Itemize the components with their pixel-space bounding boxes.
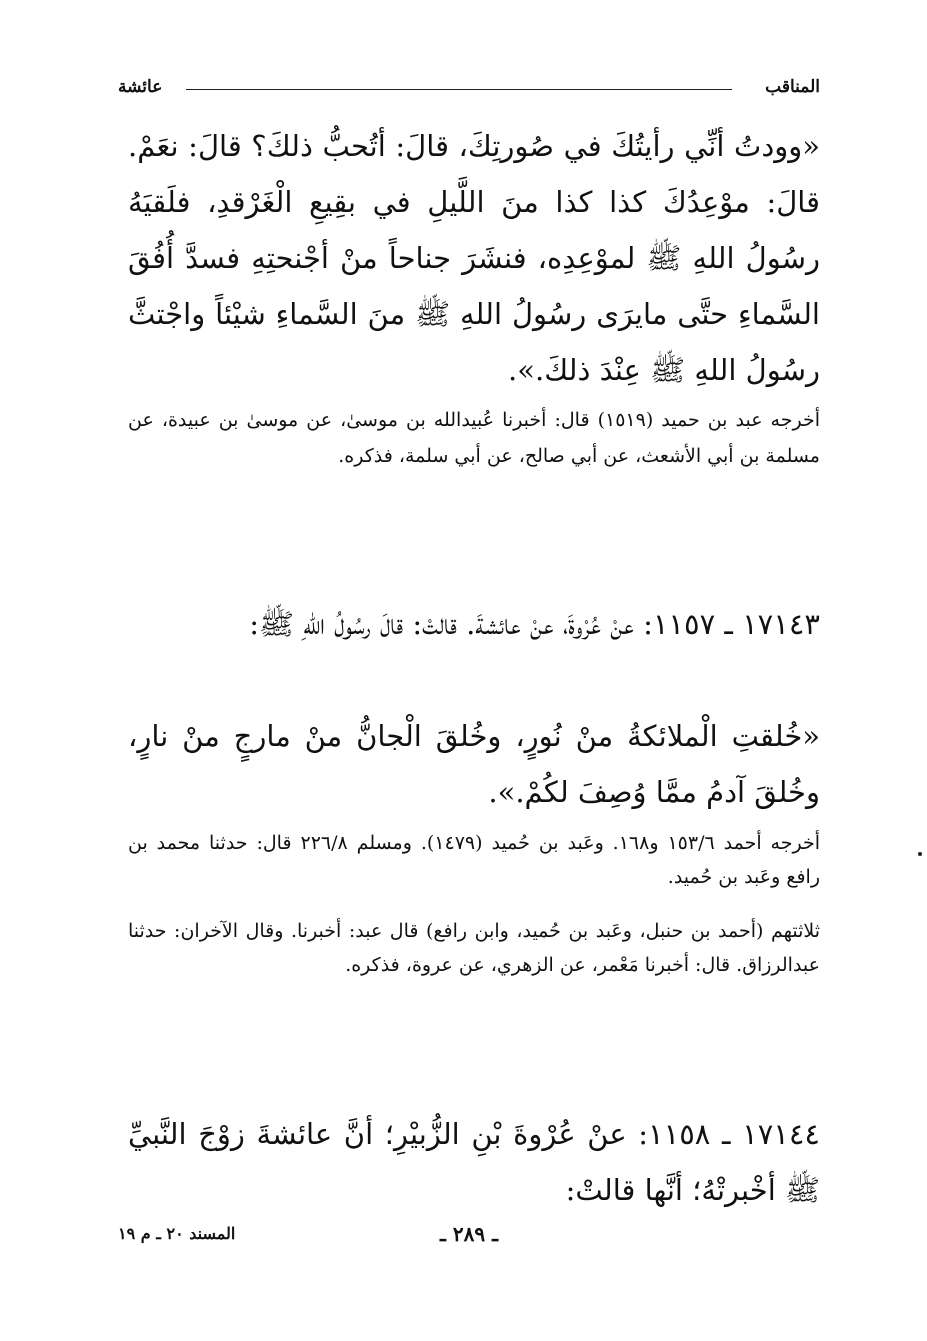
chapter-title: المناقب [765, 77, 820, 97]
header-rule [186, 89, 732, 90]
page-number: ـ ٢٨٩ ـ [440, 1222, 498, 1246]
hadith-1158-heading: ١٧١٤٤ ـ ١١٥٨: عنْ عُرْوةَ بْنِ الزُّبيْرِ؛ أنَّ عائشةَ زوْجَ النَّبيِّ ﷺ أخْبرتْهُ؛ أنَّها قالتْ: [128, 1117, 821, 1207]
running-header [118, 72, 820, 102]
takhrij-note: أخرجه عبد بن حميد (١٥١٩) قال: أخبرنا عُبيدالله بن موسىٰ، عن موسىٰ بن عبيدة، عن مسلمة بن أبي الأشعث، عن أبي صالح، عن أبي سلمة، فذكره. [128, 409, 820, 467]
hadith-1157-heading: ١٧١٤٣ ـ ١١٥٧: عنْ عُرْوةَ، عنْ عائشةَ. قالتْ: قالَ رسُولُ اللهِ ﷺ: [249, 607, 820, 641]
page-footer [118, 1222, 820, 1252]
hadith-1157-text: «خُلقتِ الْملائكةُ منْ نُورٍ، وخُلقَ الْجانُّ منْ مارجٍ منْ نارٍ، وخُلقَ آدمُ ممَّا وُصِفَ لكُمْ.». [128, 719, 820, 809]
section-title: عائشة [118, 77, 163, 97]
hadith-text-continued: «وودتُ أنِّي رأيتُكَ في صُورتِكَ، قالَ: أتُحبُّ ذلكَ؟ قالَ: نعَمْ. قالَ: موْعِدُكَ كذا كذا منَ اللَّيلِ في بقِيعِ الْغَرْقدِ، فلَقيَهُ رسُولُ اللهِ ﷺ لموْعِدِه، فنشَرَ جناحاً منْ أجْنحتِهِ فسدَّ أُفُقَ السَّماءِ حتَّى مايرَى رسُولُ اللهِ ﷺ منَ السَّماءِ شيْئاً واجْتثَّ رسُولُ اللهِ ﷺ عِنْدَ ذلكَ.». [128, 129, 820, 387]
takhrij-note-1157: أخرجه أحمد ١٥٣/٦ و١٦٨. وعَبد بن حُميد (١٤٧٩). ومسلم ٢٢٦/٨ قال: حدثنا محمد بن رافع وعَبد بن حُميد. [128, 832, 820, 888]
margin-dot [918, 852, 922, 856]
takhrij-note-1157-continued: ثلاثتهم (أحمد بن حنبل، وعَبد بن حُميد، وابن رافع) قال عبد: أخبرنا. وقال الآخران: حدثنا عبدالرزاق. قال: أخبرنا مَعْمر، عن الزهري، عن عروة، فذكره. [128, 920, 820, 976]
signature-mark: المسند ٢٠ ـ م ١٩ [118, 1224, 236, 1243]
